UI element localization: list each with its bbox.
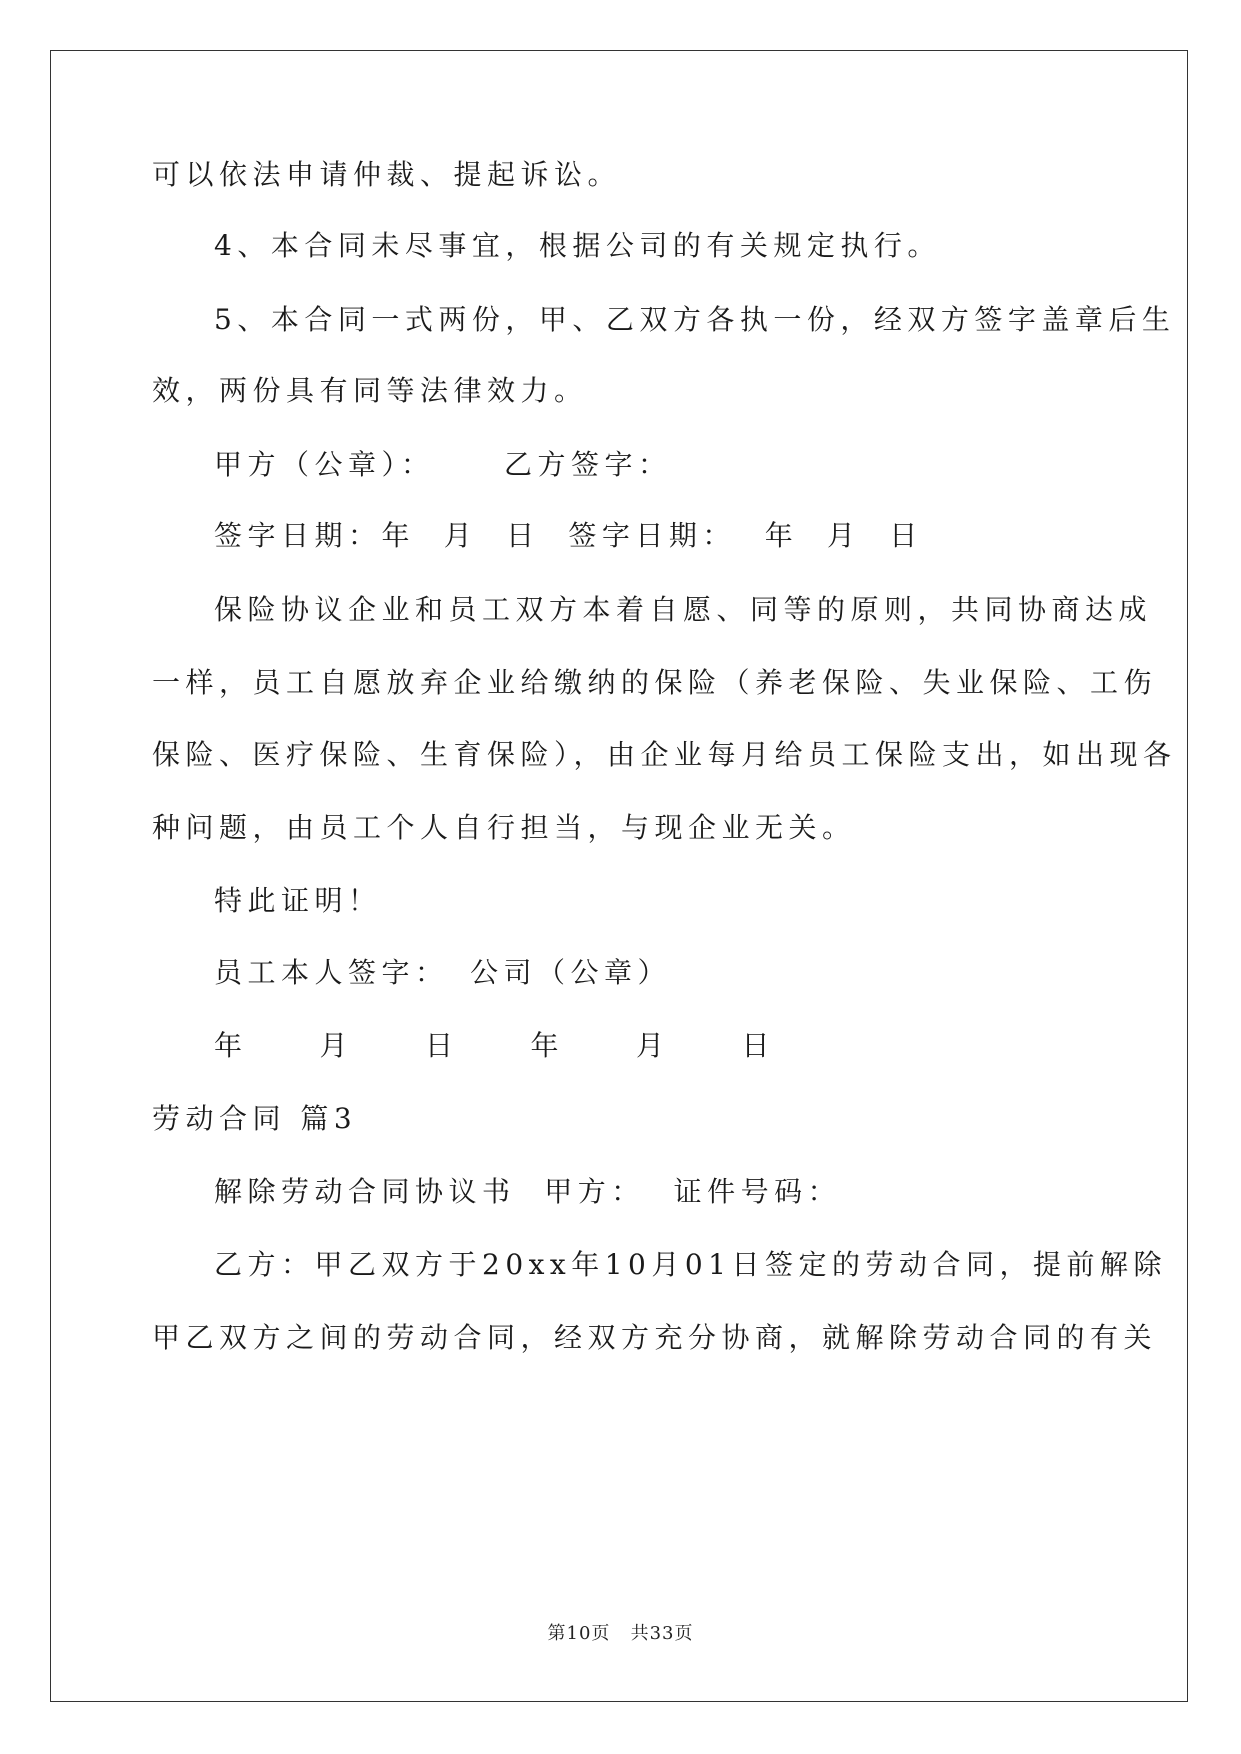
agreement-title-line: 解除劳动合同协议书 甲方： 证件号码： <box>214 1175 842 1208</box>
company-seal-label: 公司（公章） <box>470 956 672 989</box>
paragraph-line: 4、本合同未尽事宜，根据公司的有关规定执行。 <box>214 229 941 262</box>
paragraph-line: 乙方：甲乙双方于20xx年10月01日签定的劳动合同，提前解除 <box>214 1248 1167 1281</box>
section-heading: 劳动合同 篇3 <box>152 1102 358 1135</box>
page-number-footer: 第10页 共33页 <box>547 1623 694 1644</box>
date-blanks-line: 年 月 日 年 月 日 <box>214 1029 776 1062</box>
paragraph-line: 5、本合同一式两份，甲、乙双方各执一份，经双方签字盖章后生 <box>214 303 1176 336</box>
paragraph-line: 效，两份具有同等法律效力。 <box>152 374 588 407</box>
employee-signature-label: 员工本人签字： <box>214 956 449 989</box>
paragraph-line: 种问题，由员工个人自行担当，与现企业无关。 <box>152 811 856 844</box>
party-b-signature-label: 乙方签字： <box>504 448 672 481</box>
paragraph-line: 一样，员工自愿放弃企业给缴纳的保险（养老保险、失业保险、工伤 <box>152 666 1158 699</box>
page-border <box>50 50 1188 1702</box>
party-a-seal-label: 甲方（公章）： <box>214 448 435 481</box>
paragraph-line: 甲乙双方之间的劳动合同，经双方充分协商，就解除劳动合同的有关 <box>152 1321 1158 1354</box>
signature-dates-line: 签字日期：年 月 日 签字日期： 年 月 日 <box>214 519 923 552</box>
paragraph-line: 可以依法申请仲裁、提起诉讼。 <box>152 158 622 191</box>
paragraph-line: 保险、医疗保险、生育保险），由企业每月给员工保险支出，如出现各 <box>152 738 1177 771</box>
certification-line: 特此证明！ <box>214 884 382 917</box>
paragraph-line: 保险协议企业和员工双方本着自愿、同等的原则，共同协商达成 <box>214 593 1153 626</box>
